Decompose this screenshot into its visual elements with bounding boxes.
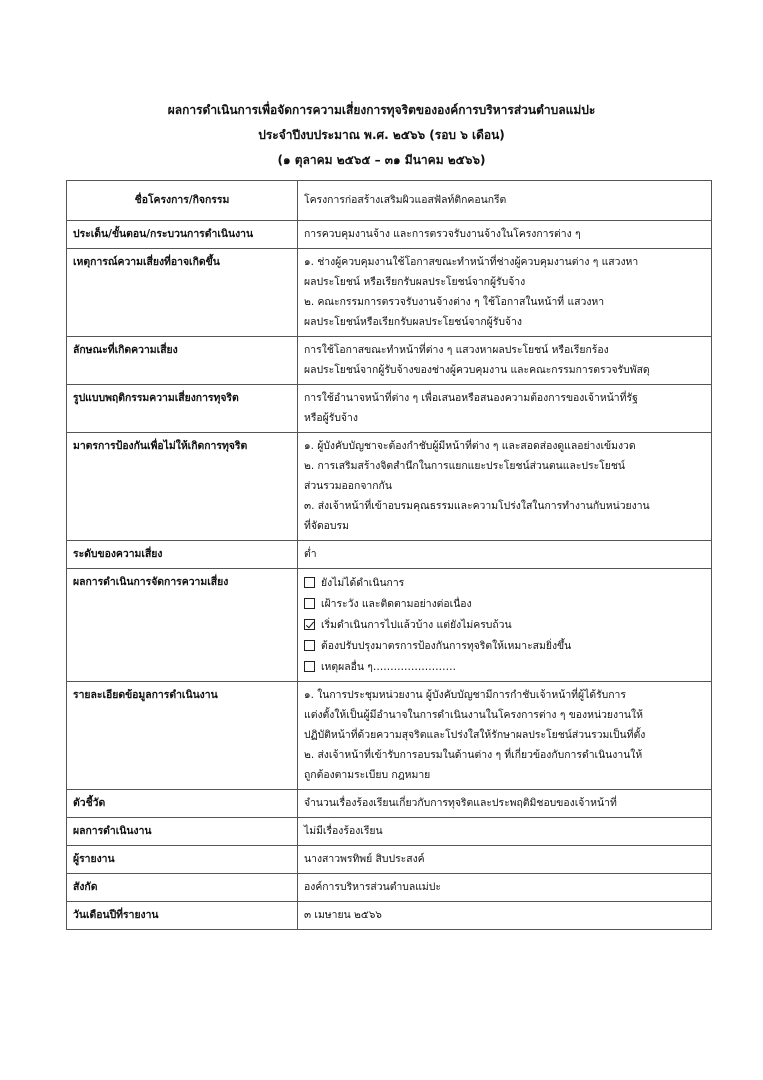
row-affiliation (67, 874, 712, 902)
checkbox-icon[interactable] (304, 640, 315, 651)
risk-event-label: เหตุการณ์ความเสี่ยงที่อาจเกิดขึ้น (67, 249, 298, 337)
report-date-value (298, 902, 712, 930)
checked-box-icon[interactable] (304, 619, 315, 630)
row-prevention-measures (67, 433, 712, 541)
prevention-measures-value (298, 433, 712, 541)
text-line: จำนวนเรื่องร้องเรียนเกี่ยวกับการทุจริตและประพฤติมิชอบของเจ้าหน้าที่ (304, 797, 617, 809)
row-performance-result (67, 818, 712, 846)
risk-behavior-label: รูปแบบพฤติกรรมความเสี่ยงการทุจริต (67, 385, 298, 433)
row-process (67, 221, 712, 249)
text-line: ผลประโยชน์ หรือเรียกรับผลประโยชน์จากผู้รับจ้าง (304, 276, 526, 288)
text-line: ต่ำ (304, 548, 317, 560)
text-line: ปฏิบัติหน้าที่ด้วยความสุจริตและโปร่งใสให้รักษาผลประโยชน์ส่วนรวมเป็นที่ตั้ง (304, 729, 646, 741)
report-date-label: วันเดือนปีที่รายงาน (67, 902, 298, 930)
operation-details-value (298, 682, 712, 790)
reporter-label: ผู้รายงาน (67, 846, 298, 874)
checkbox-icon[interactable] (304, 598, 315, 609)
status-option-label: เริ่มดำเนินการไปแล้วบ้าง แต่ยังไม่ครบถ้วน (321, 618, 512, 631)
status-option-label: ต้องปรับปรุงมาตรการป้องกันการทุจริตให้เหมาะสมยิ่งขึ้น (321, 639, 572, 652)
text-line: ผลประโยชน์หรือเรียกรับผลประโยชน์จากผู้รับจ้าง (304, 316, 522, 328)
risk-level-value (298, 541, 712, 569)
checkbox-icon[interactable] (304, 577, 315, 588)
row-reporter (67, 846, 712, 874)
text-line: ๑. ช่างผู้ควบคุมงานใช้โอกาสขณะทำหน้าที่ช่างผู้ควบคุมงานต่าง ๆ แสวงหา (304, 256, 639, 268)
risk-characteristic-value (298, 337, 712, 385)
text-line: ๓ เมษายน ๒๕๖๖ (304, 909, 382, 921)
project-name-value (298, 181, 712, 221)
text-line: ๒. การเสริมสร้างจิตสำนึกในการแยกแยะประโยชน์ส่วนตนและประโยชน์ (304, 460, 625, 472)
row-risk-behavior (67, 385, 712, 433)
row-operation-details (67, 682, 712, 790)
row-risk-characteristic (67, 337, 712, 385)
text-line: ๒. คณะกรรมการตรวจรับงานจ้างต่าง ๆ ใช้โอกาสในหน้าที่ แสวงหา (304, 296, 605, 308)
text-line: ผลประโยชน์จากผู้รับจ้างของช่างผู้ควบคุมงาน และคณะกรรมการตรวจรับพัสดุ (304, 364, 650, 376)
text-line: โครงการก่อสร้างเสริมผิวแอสฟัลท์ติกคอนกรีต (304, 194, 507, 206)
risk-characteristic-label: ลักษณะที่เกิดความเสี่ยง (67, 337, 298, 385)
row-project-name (67, 181, 712, 221)
process-label: ประเด็น/ขั้นตอน/กระบวนการดำเนินงาน (67, 221, 298, 249)
risk-report-table (66, 180, 712, 930)
status-option (304, 593, 705, 614)
risk-management-result-value (298, 569, 712, 682)
status-option (304, 614, 705, 635)
row-risk-level (67, 541, 712, 569)
text-line: นางสาวพรทิพย์ สิบประสงค์ (304, 853, 425, 865)
risk-management-result-label: ผลการดำเนินการจัดการความเสี่ยง (67, 569, 298, 682)
row-report-date (67, 902, 712, 930)
row-risk-event (67, 249, 712, 337)
indicator-label: ตัวชี้วัด (67, 790, 298, 818)
text-line: ๑. ในการประชุมหน่วยงาน ผู้บังคับบัญชามีการกำชับเจ้าหน้าที่ผู้ได้รับการ (304, 689, 626, 701)
performance-result-label: ผลการดำเนินงาน (67, 818, 298, 846)
prevention-measures-label: มาตรการป้องกันเพื่อไม่ให้เกิดการทุจริต (67, 433, 298, 541)
indicator-value (298, 790, 712, 818)
risk-behavior-value (298, 385, 712, 433)
affiliation-value (298, 874, 712, 902)
report-fiscal-year: ประจำปีงบประมาณ พ.ศ. ๒๕๖๖ (รอบ ๖ เดือน) (258, 128, 505, 142)
process-value (298, 221, 712, 249)
text-line: ส่วนรวมออกจากกัน (304, 480, 392, 492)
status-option (304, 572, 705, 593)
text-line: หรือผู้รับจ้าง (304, 412, 358, 424)
text-line: การใช้โอกาสขณะทำหน้าที่ต่าง ๆ แสวงหาผลประโยชน์ หรือเรียกร้อง (304, 344, 609, 356)
text-line: แต่งตั้งให้เป็นผู้มีอำนาจในการดำเนินงานในโครงการต่าง ๆ ของหน่วยงานให้ (304, 709, 643, 721)
text-line: ที่จัดอบรม (304, 520, 349, 532)
text-line: องค์การบริหารส่วนตำบลแม่ปะ (304, 881, 441, 893)
affiliation-label: สังกัด (67, 874, 298, 902)
project-name-label: ชื่อโครงการ/กิจกรรม (67, 181, 298, 221)
report-period: (๑ ตุลาคม ๒๕๖๕ – ๓๑ มีนาคม ๒๕๖๖) (277, 153, 486, 167)
risk-event-value (298, 249, 712, 337)
text-line: ถูกต้องตามระเบียบ กฎหมาย (304, 769, 431, 781)
status-option-label: เหตุผลอื่น ๆ…………………… (321, 660, 456, 673)
report-title: ผลการดำเนินการเพื่อจัดการความเสี่ยงการทุจริตขององค์การบริหารส่วนตำบลแม่ปะ (167, 103, 596, 117)
text-line: การควบคุมงานจ้าง และการตรวจรับงานจ้างในโครงการต่าง ๆ (304, 228, 581, 240)
status-option-label: เฝ้าระวัง และติดตามอย่างต่อเนื่อง (321, 597, 472, 610)
text-line: ไม่มีเรื่องร้องเรียน (304, 825, 383, 837)
text-line: ๒. ส่งเจ้าหน้าที่เข้ารับการอบรมในด้านต่าง ๆ ที่เกี่ยวข้องกับการดำเนินงานให้ (304, 749, 643, 761)
checkbox-icon[interactable] (304, 661, 315, 672)
report-header (0, 98, 763, 173)
text-line: ๓. ส่งเจ้าหน้าที่เข้าอบรมคุณธรรมและความโปร่งใสในการทำงานกับหน่วยงาน (304, 500, 650, 512)
status-option-label: ยังไม่ได้ดำเนินการ (321, 576, 405, 589)
text-line: ๑. ผู้บังคับบัญชาจะต้องกำชับผู้มีหน้าที่ต่าง ๆ และสอดส่องดูแลอย่างเข้มงวด (304, 440, 636, 452)
performance-result-value (298, 818, 712, 846)
text-line: การใช้อำนาจหน้าที่ต่าง ๆ เพื่อเสนอหรือสนองความต้องการของเจ้าหน้าที่รัฐ (304, 392, 638, 404)
operation-details-label: รายละเอียดข้อมูลการดำเนินงาน (67, 682, 298, 790)
reporter-value (298, 846, 712, 874)
row-indicator (67, 790, 712, 818)
status-option (304, 635, 705, 656)
risk-level-label: ระดับของความเสี่ยง (67, 541, 298, 569)
row-risk-management-result (67, 569, 712, 682)
status-option (304, 656, 705, 677)
